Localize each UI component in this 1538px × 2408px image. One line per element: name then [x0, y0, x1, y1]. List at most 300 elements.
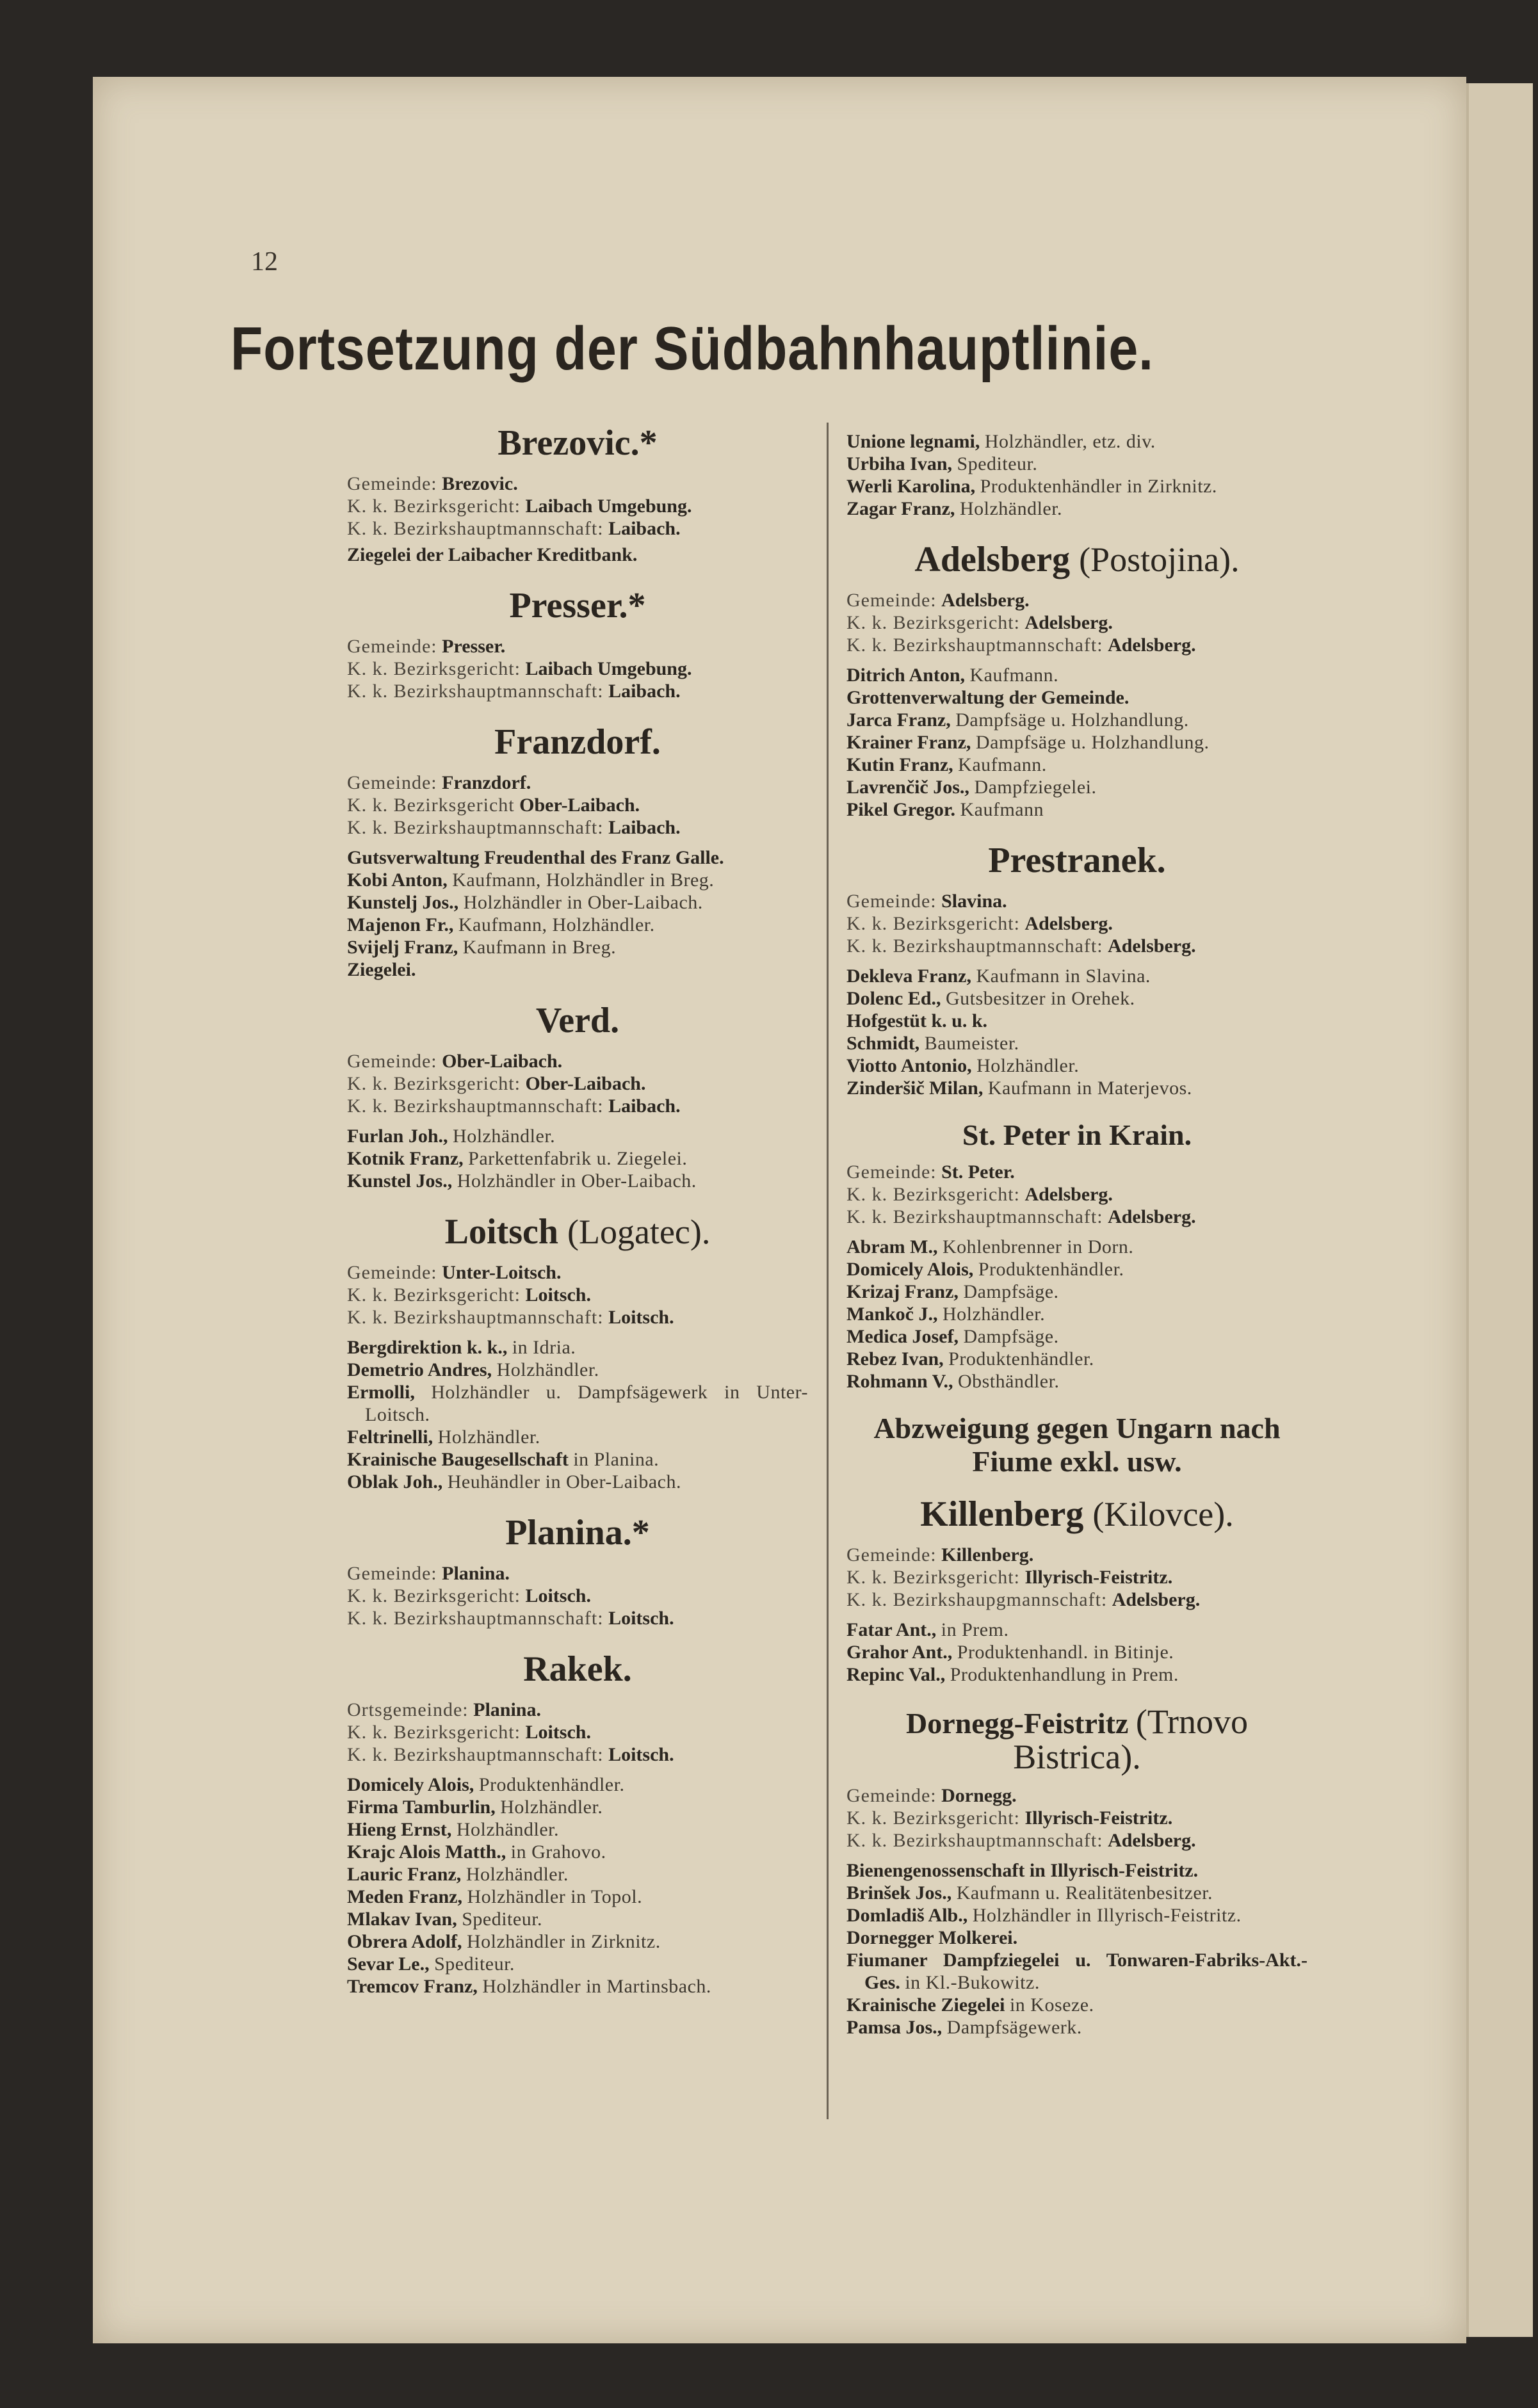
- entry-description: Spediteur.: [957, 453, 1038, 474]
- entry-name: Kutin Franz,: [846, 754, 953, 775]
- admin-info-key: K. k. Bezirksgericht:: [347, 1284, 521, 1305]
- entry-description: Spediteur.: [434, 1953, 515, 1975]
- entry-name: Urbiha Ivan,: [846, 453, 953, 474]
- admin-info-value: Adelsberg.: [1108, 1830, 1196, 1851]
- entry-name: Rebez Ivan,: [846, 1348, 944, 1370]
- list-item: [846, 1236, 1307, 1258]
- admin-info-value: Loitsch.: [608, 1307, 674, 1328]
- admin-info-value: Franzdorf.: [442, 772, 531, 793]
- list-item: [846, 1032, 1307, 1055]
- entry-name: Oblak Joh.,: [347, 1471, 443, 1492]
- entry-description: Holzhändler.: [496, 1359, 599, 1380]
- list-item: [347, 1426, 808, 1448]
- list-item: [347, 891, 808, 914]
- admin-info-key: Gemeinde:: [846, 590, 937, 611]
- entry-description: Holzhändler.: [453, 1126, 556, 1147]
- admin-info-key: K. k. Bezirksgericht: [347, 795, 515, 816]
- list-item: [846, 1055, 1307, 1077]
- section-title-alt: (Trnovo Bistrica).: [1013, 1702, 1248, 1776]
- admin-info-value: Laibach.: [608, 681, 681, 702]
- list-item: [347, 1975, 808, 1998]
- entry-description: Kaufmann in Materjevos.: [987, 1078, 1192, 1099]
- directory-section: [347, 1000, 808, 1192]
- entry-description: Produktenhändler.: [978, 1259, 1124, 1280]
- list-item: [846, 1882, 1307, 1904]
- admin-info-key: K. k. Bezirkshauptmannschaft:: [347, 1608, 604, 1629]
- list-item: [846, 987, 1307, 1010]
- entry-name: Demetrio Andres,: [347, 1359, 492, 1380]
- list-item: [846, 965, 1307, 987]
- list-item: [846, 430, 1307, 453]
- entry-description: Dampfsäge u. Holzhandlung.: [975, 732, 1210, 753]
- admin-info-line: [846, 935, 1307, 957]
- admin-info-key: K. k. Bezirksgericht:: [846, 1567, 1020, 1588]
- directory-section: [347, 722, 808, 981]
- admin-info-value: Loitsch.: [608, 1608, 674, 1629]
- list-item: [846, 1949, 1307, 1994]
- admin-info-key: Gemeinde:: [846, 1544, 937, 1565]
- entry-name: Krajc Alois Matth.,: [347, 1841, 506, 1863]
- directory-section: [846, 1702, 1307, 2039]
- section-title-text: Presser.*: [509, 586, 646, 626]
- entry-list: [846, 1236, 1307, 1393]
- entry-name: Obrera Adolf,: [347, 1931, 462, 1952]
- section-title-text: Franzdorf.: [494, 722, 661, 762]
- entry-description: Holzhändler.: [456, 1819, 559, 1840]
- admin-info-value: Adelsberg.: [1108, 935, 1196, 957]
- entry-name: Dolenc Ed.,: [846, 988, 941, 1009]
- entry-description: Dampfsägewerk.: [946, 2017, 1082, 2038]
- entry-name: Viotto Antonio,: [846, 1055, 972, 1076]
- list-item: [347, 958, 808, 981]
- list-item: [347, 1774, 808, 1796]
- admin-info-line: [846, 1588, 1307, 1611]
- list-item: [347, 1841, 808, 1863]
- admin-info-key: Gemeinde:: [347, 1262, 437, 1283]
- list-item: [347, 1448, 808, 1471]
- entry-name: Dekleva Franz,: [846, 966, 971, 987]
- admin-info-line: [347, 1743, 808, 1766]
- list-item: [347, 1796, 808, 1818]
- section-title: [347, 1512, 808, 1553]
- admin-info-line: [347, 1072, 808, 1095]
- admin-info-value: Ober-Laibach.: [525, 1073, 646, 1094]
- directory-section: [846, 840, 1307, 1099]
- admin-info-value: Ober-Laibach.: [519, 795, 640, 816]
- admin-info-key: K. k. Bezirksgericht:: [347, 1722, 521, 1743]
- entry-name: Firma Tamburlin,: [347, 1797, 496, 1818]
- admin-info-line: [347, 1306, 808, 1329]
- entry-name: Bienengenossenschaft in Illyrisch-Feistritz.: [846, 1860, 1199, 1881]
- admin-info-value: Adelsberg.: [1108, 634, 1196, 656]
- admin-info-value: Adelsberg.: [1024, 913, 1113, 934]
- list-item: [347, 869, 808, 891]
- entry-name: Feltrinelli,: [347, 1426, 433, 1448]
- admin-info-line: [347, 635, 808, 658]
- entry-name: Fatar Ant.,: [846, 1619, 937, 1640]
- entry-description: in Planina.: [573, 1449, 660, 1470]
- admin-info-key: Gemeinde:: [846, 891, 937, 912]
- entry-name: Furlan Joh.,: [347, 1126, 448, 1147]
- section-title: [347, 1000, 808, 1041]
- list-item: [347, 1930, 808, 1953]
- entry-description: Kaufmann, Holzhändler in Breg.: [452, 869, 715, 891]
- entry-description: Produktenhändler.: [948, 1348, 1094, 1370]
- entry-description: in Kl.-Bukowitz.: [905, 1972, 1040, 1993]
- entry-name: Lauric Franz,: [347, 1864, 462, 1885]
- entry-name: Werli Karolina,: [846, 476, 976, 497]
- admin-info-key: Gemeinde:: [846, 1161, 937, 1183]
- entry-name: Mlakav Ivan,: [347, 1909, 457, 1930]
- directory-section: [347, 1512, 808, 1629]
- entry-description: Kaufmann.: [958, 754, 1047, 775]
- admin-info-line: [846, 611, 1307, 634]
- entry-description: Parkettenfabrik u. Ziegelei.: [468, 1148, 688, 1169]
- entry-description: Holzhändler in Ober-Laibach.: [457, 1170, 697, 1192]
- admin-info-line: [846, 912, 1307, 935]
- entry-name: Mankoč J.,: [846, 1304, 938, 1325]
- entry-name: Domladiš Alb.,: [846, 1905, 968, 1926]
- list-item: [846, 1370, 1307, 1393]
- entry-description: Holzhändler.: [465, 1864, 569, 1885]
- entry-description: Kaufmann: [960, 799, 1044, 820]
- entry-description: Heuhändler in Ober-Laibach.: [447, 1471, 681, 1492]
- entry-name: Ziegelei.: [347, 959, 416, 980]
- list-item: [846, 798, 1307, 821]
- entry-list: [347, 1336, 808, 1493]
- right-column: [846, 423, 1307, 2058]
- entry-name: Tremcov Franz,: [347, 1976, 478, 1997]
- entry-description: Produktenhandlung in Prem.: [950, 1664, 1179, 1685]
- entry-description: Holzhändler.: [437, 1426, 540, 1448]
- admin-info-line: [347, 495, 808, 517]
- list-item: [846, 1619, 1307, 1641]
- list-item: [347, 1359, 808, 1381]
- section-title: [846, 1494, 1307, 1535]
- list-item: [846, 709, 1307, 731]
- admin-info-line: [347, 658, 808, 680]
- entry-name: Abram M.,: [846, 1236, 938, 1257]
- entry-name: Lavrenčič Jos.,: [846, 777, 969, 798]
- entry-name: Medica Josef,: [846, 1326, 959, 1347]
- admin-info-key: K. k. Bezirkshauptmannschaft:: [846, 634, 1103, 656]
- list-item: [347, 936, 808, 958]
- list-item: [846, 1927, 1307, 1949]
- admin-info-value: Laibach Umgebung.: [525, 496, 692, 517]
- admin-info-value: Laibach.: [608, 518, 681, 539]
- admin-info-line: [846, 634, 1307, 656]
- section-title: [846, 840, 1307, 881]
- entry-description: Kaufmann.: [969, 665, 1059, 686]
- entry-name: Sevar Le.,: [347, 1953, 430, 1975]
- admin-info-key: K. k. Bezirkshauptmannschaft:: [347, 518, 604, 539]
- entry-description: Dampfsäge u. Holzhandlung.: [955, 709, 1189, 731]
- directory-section: [846, 1119, 1307, 1393]
- entry-name: Meden Franz,: [347, 1886, 462, 1907]
- list-item: [347, 1170, 808, 1192]
- admin-info-value: Planina.: [473, 1699, 541, 1720]
- admin-info-value: Adelsberg.: [1108, 1206, 1196, 1227]
- directory-section: [846, 1494, 1307, 1686]
- list-item: [846, 1994, 1307, 2016]
- list-item: [846, 497, 1307, 520]
- entry-description: Kohlenbrenner in Dorn.: [942, 1236, 1134, 1257]
- admin-info-value: Adelsberg.: [1024, 612, 1113, 633]
- admin-info-value: Adelsberg.: [1112, 1589, 1201, 1610]
- admin-info-value: Adelsberg.: [941, 590, 1030, 611]
- list-item: [347, 1471, 808, 1493]
- entry-description: Spediteur.: [462, 1909, 543, 1930]
- entry-description: Kaufmann in Slavina.: [976, 966, 1151, 987]
- entry-name: Pamsa Jos.,: [846, 2017, 943, 2038]
- entry-list: [846, 1859, 1307, 2039]
- entry-name: Kunstelj Jos.,: [347, 892, 459, 913]
- admin-info-key: Gemeinde:: [347, 473, 437, 494]
- admin-info-line: [347, 1284, 808, 1306]
- entry-name: Hofgestüt k. u. k.: [846, 1010, 988, 1031]
- admin-info-line: [347, 794, 808, 816]
- entry-name: Domicely Alois,: [846, 1259, 974, 1280]
- list-item: [846, 1325, 1307, 1348]
- entry-name: Brinšek Jos.,: [846, 1882, 952, 1903]
- admin-info-value: Loitsch.: [608, 1744, 674, 1765]
- admin-info-value: Laibach.: [608, 1095, 681, 1117]
- section-title: [347, 722, 808, 763]
- list-item: [846, 2016, 1307, 2039]
- admin-info-value: Killenberg.: [941, 1544, 1034, 1565]
- section-title: [347, 585, 808, 626]
- directory-section: [347, 585, 808, 702]
- directory-section: [846, 539, 1307, 821]
- admin-info-key: K. k. Bezirkshauptmannschaft:: [347, 1307, 604, 1328]
- admin-info-value: Dornegg.: [941, 1785, 1017, 1806]
- list-item: [347, 1818, 808, 1841]
- section-title-text: Prestranek.: [988, 841, 1166, 880]
- entry-description: Holzhändler.: [976, 1055, 1080, 1076]
- list-item: [846, 1663, 1307, 1686]
- right-sections-a: [846, 539, 1307, 1393]
- list-item: [347, 1908, 808, 1930]
- entry-description: Kaufmann u. Realitätenbesitzer.: [956, 1882, 1213, 1903]
- section-title-text: Brezovic.*: [498, 423, 658, 463]
- entry-description: in Grahovo.: [510, 1841, 606, 1863]
- next-page-edge: [1466, 83, 1533, 2337]
- admin-info-key: K. k. Bezirkshauptmannschaft:: [846, 935, 1103, 957]
- entry-name: Krainer Franz,: [846, 732, 971, 753]
- admin-info-line: [846, 1544, 1307, 1566]
- section-title-alt: (Postojina).: [1079, 540, 1240, 579]
- list-item: [347, 1381, 808, 1426]
- entry-description: Baumeister.: [924, 1033, 1019, 1054]
- list-item: [846, 1348, 1307, 1370]
- list-item: [846, 453, 1307, 475]
- page-number: 12: [251, 247, 278, 277]
- admin-info-line: [347, 517, 808, 540]
- admin-info-line: [846, 1829, 1307, 1852]
- entry-name: Grottenverwaltung der Gemeinde.: [846, 687, 1129, 708]
- admin-info-key: Gemeinde:: [347, 636, 437, 657]
- admin-info-line: [347, 772, 808, 794]
- branch-heading: Abzweigung gegen Ungarn nach Fiume exkl. usw.: [873, 1412, 1281, 1478]
- entry-name: Ermolli,: [347, 1382, 415, 1403]
- list-item: [846, 1904, 1307, 1927]
- admin-info-line: [347, 473, 808, 495]
- list-item: [347, 914, 808, 936]
- admin-info-value: Laibach.: [608, 817, 681, 838]
- admin-info-line: [846, 1161, 1307, 1183]
- section-note: Ziegelei der Laibacher Kreditbank.: [347, 544, 638, 565]
- entry-list: [347, 1125, 808, 1192]
- admin-info-key: Gemeinde:: [347, 1051, 437, 1072]
- entry-name: Unione legnami,: [846, 431, 980, 452]
- entry-description: Gutsbesitzer in Orehek.: [946, 988, 1135, 1009]
- directory-section: [347, 1211, 808, 1493]
- list-item: [347, 1125, 808, 1147]
- admin-info-key: Ortsgemeinde:: [347, 1699, 469, 1720]
- admin-info-key: Gemeinde:: [347, 772, 437, 793]
- entry-name: Ditrich Anton,: [846, 665, 966, 686]
- entry-name: Kobi Anton,: [347, 869, 448, 891]
- section-title-text: Loitsch: [444, 1212, 558, 1252]
- entry-description: Produktenhandl. in Bitinje.: [957, 1642, 1174, 1663]
- admin-info-key: Gemeinde:: [347, 1563, 437, 1584]
- admin-info-key: K. k. Bezirkshaupgmannschaft:: [846, 1589, 1108, 1610]
- section-title-text: Adelsberg: [914, 540, 1071, 579]
- entry-list: [846, 1619, 1307, 1686]
- entry-name: Dornegger Molkerei.: [846, 1927, 1018, 1948]
- admin-info-line: [347, 680, 808, 702]
- column-divider: [827, 423, 829, 2119]
- admin-info-line: [846, 1807, 1307, 1829]
- entry-description: Kaufmann in Breg.: [462, 937, 617, 958]
- entry-name: Pikel Gregor.: [846, 799, 955, 820]
- entry-name: Schmidt,: [846, 1033, 920, 1054]
- entry-list: [347, 1774, 808, 1998]
- entry-description: Holzhändler.: [959, 498, 1063, 519]
- entry-name: Svijelj Franz,: [347, 937, 458, 958]
- admin-info-line: [347, 1261, 808, 1284]
- entry-description: Obsthändler.: [957, 1371, 1060, 1392]
- admin-info-key: K. k. Bezirkshauptmannschaft:: [347, 1095, 604, 1117]
- entry-description: in Idria.: [512, 1337, 576, 1358]
- admin-info-line: [846, 589, 1307, 611]
- list-item: [347, 1886, 808, 1908]
- admin-info-key: K. k. Bezirkshauptmannschaft:: [846, 1206, 1103, 1227]
- section-title: [846, 539, 1307, 580]
- entry-description: Holzhändler.: [500, 1797, 603, 1818]
- admin-info-key: K. k. Bezirksgericht:: [846, 913, 1020, 934]
- admin-info-key: K. k. Bezirksgericht:: [347, 1073, 521, 1094]
- admin-info-key: K. k. Bezirkshauptmannschaft:: [846, 1830, 1103, 1851]
- list-item: [846, 754, 1307, 776]
- entry-description: Holzhändler in Illyrisch-Feistritz.: [972, 1905, 1242, 1926]
- list-item: [846, 1010, 1307, 1032]
- section-title: [846, 1702, 1307, 1776]
- list-item: [846, 686, 1307, 709]
- admin-info-value: St. Peter.: [941, 1161, 1015, 1183]
- entry-name: Majenon Fr.,: [347, 914, 454, 935]
- admin-info-value: Laibach Umgebung.: [525, 658, 692, 679]
- entry-name: Krizaj Franz,: [846, 1281, 959, 1302]
- admin-info-line: [347, 1095, 808, 1117]
- entry-name: Kotnik Franz,: [347, 1148, 464, 1169]
- section-title-alt: (Kilovce).: [1092, 1495, 1234, 1533]
- section-title-text: Killenberg: [920, 1494, 1084, 1534]
- entry-description: Holzhändler, etz. div.: [984, 431, 1156, 452]
- section-title-text: Rakek.: [523, 1649, 632, 1689]
- list-item: [846, 1303, 1307, 1325]
- entry-description: Dampfziegelei.: [974, 777, 1097, 798]
- entry-name: Hieng Ernst,: [347, 1819, 452, 1840]
- admin-info-line: [347, 1699, 808, 1721]
- entry-description: Kaufmann, Holzhändler.: [458, 914, 655, 935]
- entry-description: Holzhändler in Zirknitz.: [466, 1931, 661, 1952]
- admin-info-line: [347, 1607, 808, 1629]
- admin-info-key: K. k. Bezirksgericht:: [347, 1585, 521, 1606]
- entry-name: Rohmann V.,: [846, 1371, 953, 1392]
- admin-info-line: [347, 1562, 808, 1585]
- list-item: [846, 731, 1307, 754]
- section-title-alt: (Logatec).: [567, 1213, 711, 1251]
- entry-name: Kunstel Jos.,: [347, 1170, 453, 1192]
- entry-name: Zinderšič Milan,: [846, 1078, 984, 1099]
- list-item: [347, 1863, 808, 1886]
- admin-info-key: K. k. Bezirkshauptmannschaft:: [347, 1744, 604, 1765]
- section-title: [347, 1211, 808, 1252]
- list-item: [347, 1953, 808, 1975]
- entry-description: Dampfsäge.: [963, 1326, 1059, 1347]
- list-item: [347, 1336, 808, 1359]
- admin-info-line: [347, 1585, 808, 1607]
- entry-name: Gutsverwaltung Freudenthal des Franz Galle.: [347, 847, 724, 868]
- right-sections-b: [846, 1494, 1307, 2039]
- directory-section: [347, 423, 808, 566]
- admin-info-value: Presser.: [442, 636, 506, 657]
- list-item: [846, 776, 1307, 798]
- admin-info-line: [347, 816, 808, 839]
- admin-info-line: [347, 1721, 808, 1743]
- list-item: [846, 664, 1307, 686]
- list-item: [846, 1077, 1307, 1099]
- entry-list: [846, 965, 1307, 1099]
- entry-description: Dampfsäge.: [963, 1281, 1059, 1302]
- admin-info-value: Loitsch.: [525, 1284, 591, 1305]
- list-item: [347, 1147, 808, 1170]
- admin-info-line: [846, 890, 1307, 912]
- entry-description: Holzhändler in Topol.: [467, 1886, 643, 1907]
- admin-info-key: K. k. Bezirksgericht:: [347, 496, 521, 517]
- section-title-text: Dornegg-Feistritz: [906, 1707, 1129, 1740]
- admin-info-line: [846, 1183, 1307, 1206]
- entry-name: Zagar Franz,: [846, 498, 955, 519]
- admin-info-value: Adelsberg.: [1024, 1184, 1113, 1205]
- list-item: [846, 1859, 1307, 1882]
- directory-section: [347, 1649, 808, 1998]
- admin-info-key: K. k. Bezirkshauptmannschaft:: [347, 817, 604, 838]
- section-title-text: St. Peter in Krain.: [962, 1119, 1192, 1151]
- section-title-text: Planina.*: [505, 1513, 650, 1553]
- entry-description: Holzhändler.: [943, 1304, 1046, 1325]
- entry-name: Bergdirektion k. k.,: [347, 1337, 508, 1358]
- list-item: [846, 1641, 1307, 1663]
- entry-name: Fiumaner Dampfziegelei u. Tonwaren-Fabriks-Akt.-Ges.: [846, 1950, 1307, 1993]
- admin-info-value: Ober-Laibach.: [442, 1051, 563, 1072]
- section-title: [347, 423, 808, 464]
- entry-description: in Prem.: [941, 1619, 1009, 1640]
- page-headline: Fortsetzung der Südbahnhauptlinie.: [231, 314, 1154, 383]
- entry-name: Krainische Baugesellschaft: [347, 1449, 569, 1470]
- entry-name: Domicely Alois,: [347, 1774, 474, 1795]
